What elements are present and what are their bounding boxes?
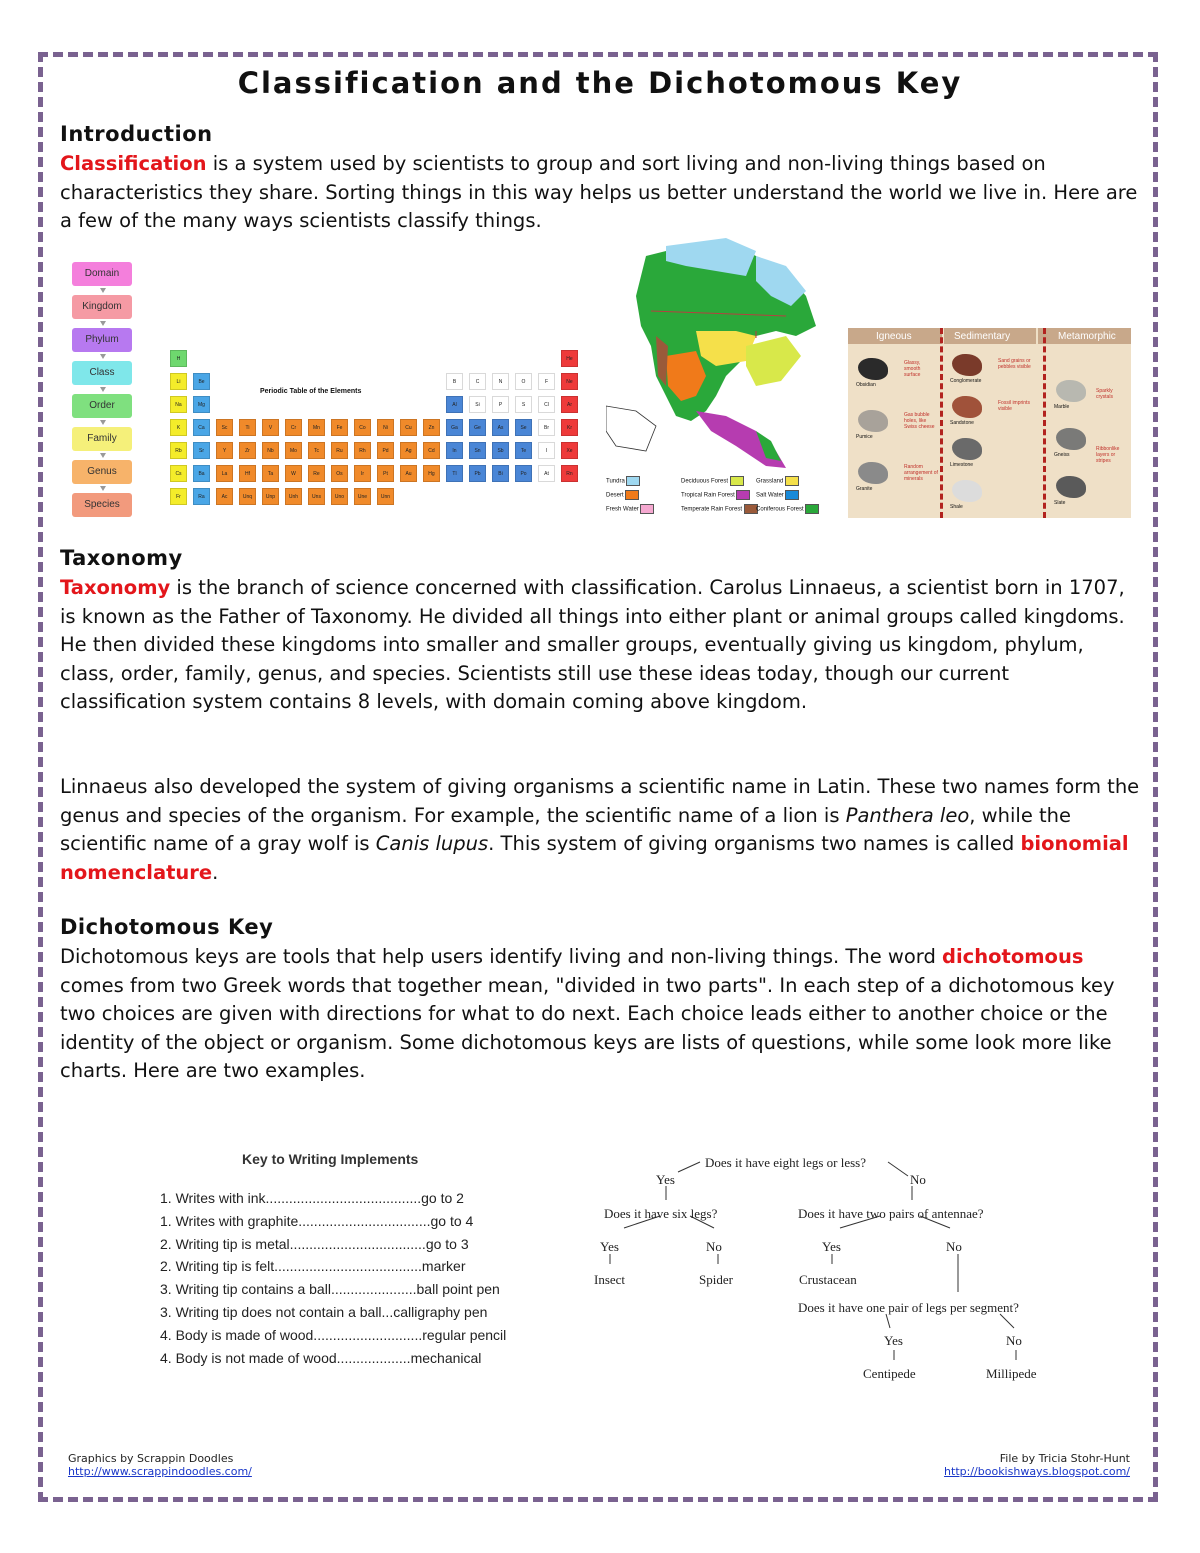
- legend-item: [756, 476, 799, 486]
- hierarchy-level-genus: Genus: [72, 460, 132, 484]
- dichotomous-paragraph: [60, 943, 1140, 1086]
- element-k: K: [170, 419, 187, 436]
- element-mg: Mg: [193, 396, 210, 413]
- writing-key-row: [160, 1281, 500, 1297]
- writing-key-row: [160, 1304, 487, 1320]
- element-sc: Sc: [216, 419, 233, 436]
- hierarchy-level-species: Species: [72, 493, 132, 517]
- taxonomy-hierarchy-figure: [72, 262, 134, 517]
- file-credit: [944, 1452, 1130, 1478]
- rock-sandstone-icon: [952, 396, 982, 418]
- millipede-result: Millipede: [986, 1366, 1037, 1381]
- element-sb: Sb: [492, 442, 509, 459]
- key-step: 2. Writing tip is felt......................................: [160, 1258, 422, 1275]
- element-br: Br: [538, 419, 555, 436]
- introduction-paragraph: [60, 150, 1140, 236]
- element-f: F: [538, 373, 555, 390]
- element-kr: Kr: [561, 419, 578, 436]
- writing-key-row: [160, 1350, 481, 1366]
- element-na: Na: [170, 396, 187, 413]
- rock-obsidian-icon: [858, 358, 888, 380]
- legend-swatch: [805, 504, 819, 514]
- legend-item: [681, 490, 750, 500]
- hierarchy-arrow: [100, 321, 106, 326]
- element-in: In: [446, 442, 463, 459]
- element-te: Te: [515, 442, 532, 459]
- rock-gneiss-icon: [1056, 428, 1086, 450]
- insect-result: Insect: [594, 1272, 626, 1287]
- element-v: V: [262, 419, 279, 436]
- hierarchy-arrow: [100, 453, 106, 458]
- legend-item: [606, 504, 654, 514]
- element-y: Y: [216, 442, 233, 459]
- element-unp: Unp: [262, 488, 279, 505]
- hierarchy-arrow: [100, 387, 106, 392]
- rock-name: Gneiss: [1054, 452, 1070, 458]
- element-se: Se: [515, 419, 532, 436]
- element-o: O: [515, 373, 532, 390]
- rock-name: Sandstone: [950, 420, 974, 426]
- element-pd: Pd: [377, 442, 394, 459]
- dichotomous-text-b: comes from two Greek words that together mean, "divided in two parts". In each step of a dichotomous key two choices are given with directions for what to do next. Each choice leads either to another choice or the identity of the object or organism. Some dichotomous keys are lists of questions, while some look more like charts. Here are two examples.: [60, 973, 1115, 1082]
- nomenclature-paragraph: [60, 773, 1140, 887]
- legend-swatch: [736, 490, 750, 500]
- element-ra: Ra: [193, 488, 210, 505]
- map-legend: [606, 476, 830, 518]
- spider-result: Spider: [699, 1272, 733, 1287]
- element-unq: Unq: [239, 488, 256, 505]
- taxonomy-text: is the branch of science concerned with classification. Carolus Linnaeus, a scientist born in 1707, is known as the Father of Taxonomy. He divided all things into either plant or animal groups called kingdoms. He then divided these kingdoms into smaller and smaller groups, eventually giving us kingdom, phylum, class, order, family, genus, and species. Scientists still use these ideas today, though our current classification system contains 8 levels, with domain coming above kingdom.: [60, 576, 1125, 713]
- key-result: mechanical: [410, 1349, 482, 1366]
- q1-text: Does it have eight legs or less?: [705, 1155, 867, 1170]
- element-re: Re: [308, 465, 325, 482]
- element-hg: Hg: [423, 465, 440, 482]
- element-ca: Ca: [193, 419, 210, 436]
- rock-name: Marble: [1054, 404, 1070, 410]
- key-step: 4. Body is not made of wood...................: [160, 1349, 411, 1366]
- element-li: Li: [170, 373, 187, 390]
- writing-key-row: [160, 1258, 465, 1274]
- element-pt: Pt: [377, 465, 394, 482]
- key-result: go to 2: [421, 1190, 464, 1206]
- q4-text: Does it have one pair of legs per segment?: [798, 1300, 1019, 1315]
- element-une: Une: [354, 488, 371, 505]
- element-be: Be: [193, 373, 210, 390]
- crustacean-result: Crustacean: [799, 1272, 857, 1287]
- element-zr: Zr: [239, 442, 256, 459]
- rock-conglomerate-icon: [952, 354, 982, 376]
- element-c: C: [469, 373, 486, 390]
- nomenclature-text-a: Linnaeus also developed the system of giving organisms a scientific name in Latin. These two names form the genus and species of the organism. For example, the scientific name of a lion is: [60, 775, 1140, 827]
- hierarchy-level-family: Family: [72, 427, 132, 451]
- element-rh: Rh: [354, 442, 371, 459]
- q3-no: No: [946, 1239, 962, 1254]
- hierarchy-level-kingdom: Kingdom: [72, 295, 132, 319]
- element-au: Au: [400, 465, 417, 482]
- rock-slate-icon: [1056, 476, 1086, 498]
- scrappin-doodles-link[interactable]: http://www.scrappindoodles.com/: [68, 1465, 252, 1478]
- element-cu: Cu: [400, 419, 417, 436]
- hierarchy-arrow: [100, 354, 106, 359]
- element-hf: Hf: [239, 465, 256, 482]
- q4-no: No: [1006, 1333, 1022, 1348]
- north-america-map: [606, 236, 830, 476]
- legend-label: Tropical Rain Forest: [681, 492, 737, 499]
- file-credit-text: File by Tricia Stohr-Hunt: [999, 1452, 1130, 1465]
- element-b: B: [446, 373, 463, 390]
- element-tc: Tc: [308, 442, 325, 459]
- element-cs: Cs: [170, 465, 187, 482]
- element-fr: Fr: [170, 488, 187, 505]
- element-sr: Sr: [193, 442, 210, 459]
- rock-types-figure: [848, 328, 1131, 518]
- rock-pumice-icon: [858, 410, 888, 432]
- element-he: He: [561, 350, 578, 367]
- element-n: N: [492, 373, 509, 390]
- key-result: calligraphy pen: [393, 1304, 488, 1320]
- element-w: W: [285, 465, 302, 482]
- key-result: ball point pen: [416, 1281, 500, 1298]
- hierarchy-level-phylum: Phylum: [72, 328, 132, 352]
- legend-label: Coniferous Forest: [756, 506, 806, 513]
- element-ba: Ba: [193, 465, 210, 482]
- element-nb: Nb: [262, 442, 279, 459]
- rock-name: Conglomerate: [950, 378, 982, 384]
- rock-note: Fossil imprints visible: [998, 400, 1030, 412]
- element-rn: Rn: [561, 465, 578, 482]
- element-cl: Cl: [538, 396, 555, 413]
- rock-name: Slate: [1054, 500, 1066, 506]
- element-fe: Fe: [331, 419, 348, 436]
- q1-yes: Yes: [656, 1172, 675, 1187]
- legend-item: [681, 504, 758, 514]
- rock-name: Limestone: [950, 462, 974, 468]
- element-unh: Unh: [285, 488, 302, 505]
- writing-implements-key: [155, 1148, 575, 1378]
- q3-yes: Yes: [822, 1239, 841, 1254]
- element-ne: Ne: [561, 373, 578, 390]
- key-result: go to 3: [425, 1235, 469, 1252]
- rock-name: Obsidian: [856, 382, 876, 388]
- element-ge: Ge: [469, 419, 486, 436]
- rock-name: Shale: [950, 504, 963, 510]
- element-mo: Mo: [285, 442, 302, 459]
- hierarchy-arrow: [100, 420, 106, 425]
- legend-item: [756, 490, 799, 500]
- periodic-table-title: Periodic Table of the Elements: [260, 388, 362, 395]
- page-title: Classification and the Dichotomous Key: [237, 66, 963, 100]
- igneous-label: Igneous: [876, 331, 912, 342]
- legend-item: [681, 476, 744, 486]
- dichotomous-term: dichotomous: [942, 945, 1084, 968]
- introduction-text: is a system used by scientists to group and sort living and non-living things based on characteristics they share. Sorting things in this way helps us better understand the world we live in. Here are a few of the many ways scientists classify things.: [60, 152, 1138, 232]
- element-ar: Ar: [561, 396, 578, 413]
- element-h: H: [170, 350, 187, 367]
- element-zn: Zn: [423, 419, 440, 436]
- metamorphic-label: Metamorphic: [1058, 331, 1116, 342]
- element-ta: Ta: [262, 465, 279, 482]
- element-as: As: [492, 419, 509, 436]
- element-po: Po: [515, 465, 532, 482]
- element-si: Si: [469, 396, 486, 413]
- rock-granite-icon: [858, 462, 888, 484]
- legend-label: Deciduous Forest: [681, 478, 730, 485]
- key-result: marker: [421, 1258, 466, 1275]
- hierarchy-level-class: Class: [72, 361, 132, 385]
- key-step: 3. Writing tip does not contain a ball...: [160, 1304, 394, 1320]
- writing-key-row: [160, 1190, 464, 1206]
- element-sn: Sn: [469, 442, 486, 459]
- hierarchy-arrow: [100, 486, 106, 491]
- element-ni: Ni: [377, 419, 394, 436]
- legend-swatch: [785, 490, 799, 500]
- q2-yes: Yes: [600, 1239, 619, 1254]
- element-s: S: [515, 396, 532, 413]
- legend-label: Temperate Rain Forest: [681, 506, 744, 513]
- q2-no: No: [706, 1239, 722, 1254]
- element-pb: Pb: [469, 465, 486, 482]
- biome-map-figure: [606, 236, 830, 518]
- writing-key-title: Key to Writing Implements: [242, 1151, 419, 1167]
- taxonomy-heading: Taxonomy: [60, 546, 183, 570]
- legend-swatch: [625, 490, 639, 500]
- element-la: La: [216, 465, 233, 482]
- element-at: At: [538, 465, 555, 482]
- hierarchy-level-order: Order: [72, 394, 132, 418]
- nomenclature-text-c: . This system of giving organisms two names is called: [488, 832, 1021, 855]
- element-i: I: [538, 442, 555, 459]
- graphics-credit: [68, 1452, 252, 1478]
- q4-yes: Yes: [884, 1333, 903, 1348]
- taxonomy-paragraph: [60, 574, 1140, 717]
- dichotomous-text-a: Dichotomous keys are tools that help users identify living and non-living things. The word: [60, 945, 943, 968]
- legend-label: Desert: [606, 492, 626, 499]
- rock-name: Pumice: [856, 434, 873, 440]
- rock-limestone-icon: [952, 438, 982, 460]
- element-ga: Ga: [446, 419, 463, 436]
- centipede-result: Centipede: [863, 1366, 916, 1381]
- legend-label: Salt Water: [756, 492, 786, 499]
- element-unn: Unn: [377, 488, 394, 505]
- element-uno: Uno: [331, 488, 348, 505]
- rock-note: Sand grains or pebbles visible: [998, 358, 1031, 370]
- wolf-scientific-name: Canis lupus: [375, 832, 489, 855]
- key-step: 4. Body is made of wood............................: [160, 1326, 423, 1343]
- element-ac: Ac: [216, 488, 233, 505]
- rock-shale-icon: [952, 480, 982, 502]
- hierarchy-level-domain: Domain: [72, 262, 132, 286]
- writing-key-row: [160, 1327, 506, 1343]
- introduction-heading: Introduction: [60, 122, 213, 146]
- q1-no: No: [910, 1172, 926, 1187]
- rock-note: Sparkly crystals: [1096, 388, 1113, 400]
- nomenclature-text-d: .: [212, 860, 219, 884]
- q3-text: Does it have two pairs of antennae?: [798, 1206, 984, 1221]
- q2-text: Does it have six legs?: [604, 1206, 718, 1221]
- rock-marble-icon: [1056, 380, 1086, 402]
- key-step: 1. Writes with ink........................................: [160, 1190, 422, 1206]
- writing-key-row: [160, 1236, 469, 1252]
- rock-note: Random arrangement of minerals: [904, 464, 938, 482]
- rock-note: Gas bubble holes, like Swiss cheese: [904, 412, 935, 430]
- legend-label: Grassland: [756, 478, 786, 485]
- legend-swatch: [785, 476, 799, 486]
- element-ti: Ti: [239, 419, 256, 436]
- element-p: P: [492, 396, 509, 413]
- bookish-ways-link[interactable]: http://bookishways.blogspot.com/: [944, 1465, 1130, 1478]
- lion-scientific-name: Panthera leo: [845, 803, 970, 827]
- hierarchy-arrow: [100, 288, 106, 293]
- binomial-nomenclature-term: bionomial nomenclature: [60, 832, 1129, 884]
- element-rb: Rb: [170, 442, 187, 459]
- element-mn: Mn: [308, 419, 325, 436]
- arthropod-key-chart: [590, 1150, 1070, 1390]
- legend-item: [756, 504, 819, 514]
- rock-note: Ribbonlike layers or stripes: [1096, 446, 1120, 464]
- element-cr: Cr: [285, 419, 302, 436]
- key-result: go to 4: [430, 1212, 474, 1229]
- key-step: 3. Writing tip contains a ball......................: [160, 1281, 417, 1298]
- sedimentary-label: Sedimentary: [954, 331, 1011, 342]
- key-result: regular pencil: [422, 1326, 507, 1343]
- element-bi: Bi: [492, 465, 509, 482]
- rock-name: Granite: [856, 486, 873, 492]
- graphics-credit-text: Graphics by Scrappin Doodles: [68, 1452, 234, 1465]
- classification-term: Classification: [60, 152, 207, 175]
- key-step: 2. Writing tip is metal...................................: [160, 1235, 426, 1252]
- writing-key-row: [160, 1213, 473, 1229]
- legend-label: Tundra: [606, 478, 627, 485]
- rock-note: Glassy, smooth surface: [904, 360, 921, 378]
- legend-swatch: [640, 504, 654, 514]
- element-uns: Uns: [308, 488, 325, 505]
- legend-item: [606, 476, 640, 486]
- legend-label: Fresh Water: [606, 506, 641, 513]
- element-cd: Cd: [423, 442, 440, 459]
- taxonomy-term: Taxonomy: [60, 576, 171, 599]
- legend-swatch: [626, 476, 640, 486]
- element-al: Al: [446, 396, 463, 413]
- element-ir: Ir: [354, 465, 371, 482]
- element-os: Os: [331, 465, 348, 482]
- periodic-table-figure: [170, 350, 582, 516]
- dichotomous-heading: Dichotomous Key: [60, 915, 274, 939]
- element-ag: Ag: [400, 442, 417, 459]
- key-step: 1. Writes with graphite..................................: [160, 1212, 431, 1229]
- element-xe: Xe: [561, 442, 578, 459]
- legend-swatch: [730, 476, 744, 486]
- element-ru: Ru: [331, 442, 348, 459]
- legend-item: [606, 490, 639, 500]
- nomenclature-text-b: , while the scientific name of a gray wolf is: [60, 803, 1072, 855]
- element-tl: Tl: [446, 465, 463, 482]
- element-co: Co: [354, 419, 371, 436]
